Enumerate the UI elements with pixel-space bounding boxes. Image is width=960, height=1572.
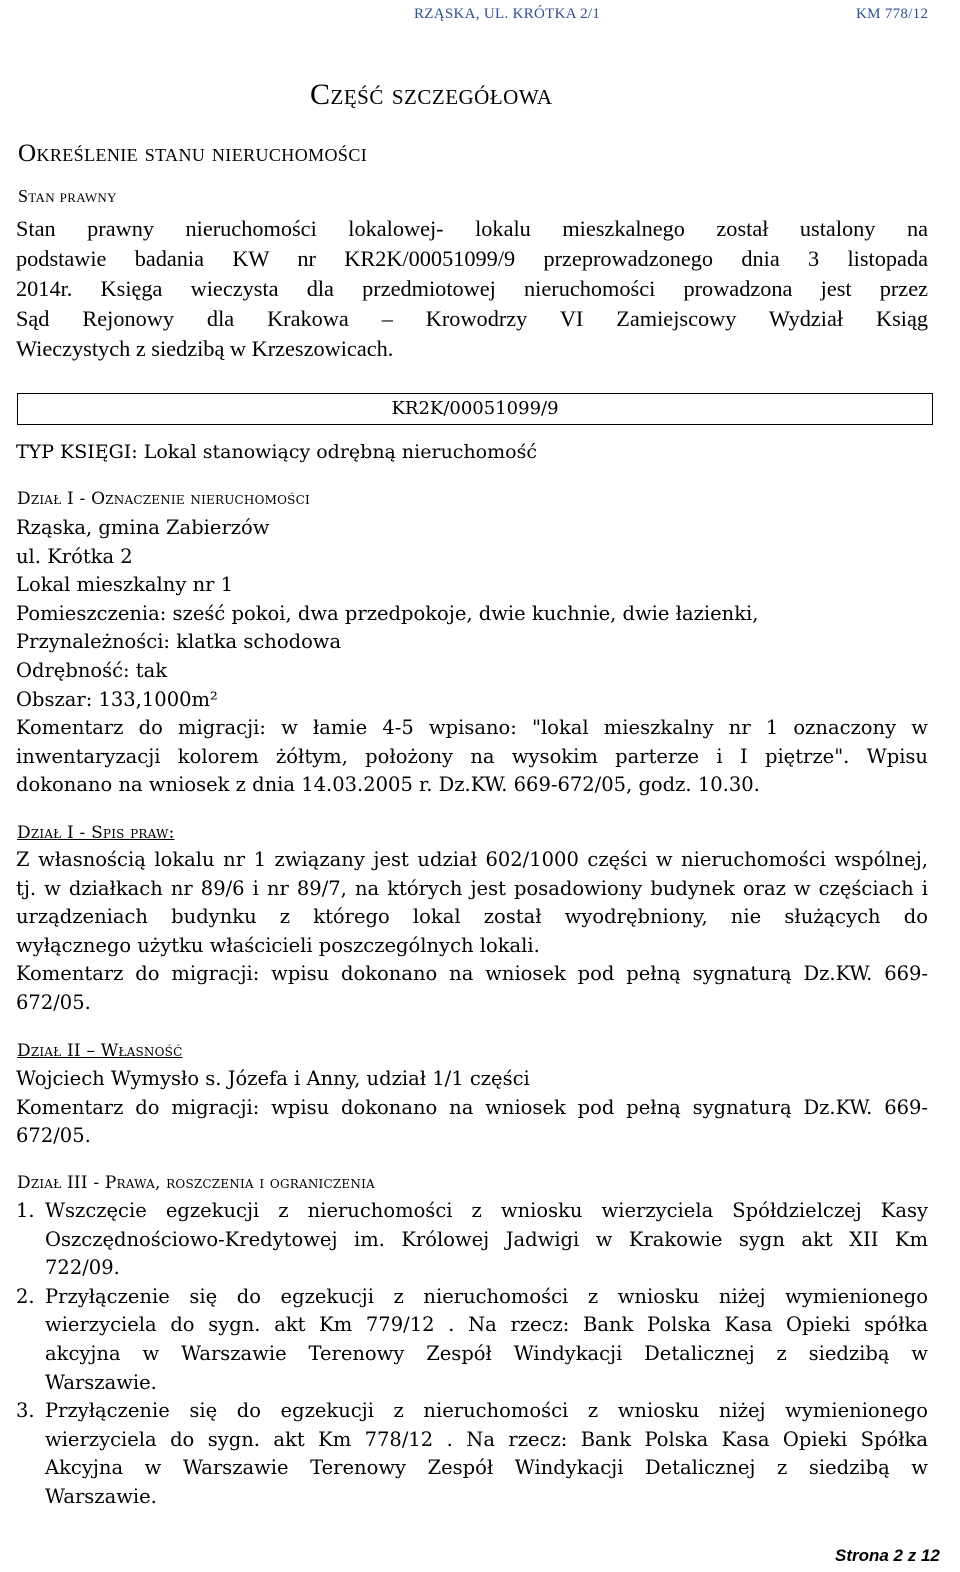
text-line: urządzeniach budynku z którego lokal został wyodrębniony, nie służących do (16, 905, 928, 929)
text-line: Oszczędnościowo-Kredytowej im. Królowej Jadwigi w Krakowie sygn akt XII Km (45, 1227, 928, 1251)
text-line: Akcyjna w Warszawie Terenowy Zespół Windykacji Detalicznej z siedzibą w (45, 1456, 928, 1480)
header-case-number: KM 778/12 (856, 6, 929, 22)
text-line: Przyłączenie się do egzekucji z nieruchomości z wniosku niżej wymienionego (45, 1399, 928, 1423)
section-title: Określenie stanu nieruchomości (18, 140, 368, 167)
dzial-3-list (16, 1197, 928, 1512)
text-line: Przynależności: klatka schodowa (16, 630, 342, 654)
text-line: Przyłączenie się do egzekucji z nieruchomości z wniosku niżej wymienionego (45, 1284, 928, 1308)
text-line: Wojciech Wymysło s. Józefa i Anny, udział 1/1 części (16, 1067, 530, 1090)
text-line: inwentaryzacji kolorem żółtym, położony na wysokim parterze i I piętrze". Wpisu (16, 744, 928, 768)
text-line: Warszawie. (45, 1484, 157, 1508)
text-line: 672/05. (16, 990, 91, 1014)
text-line: wierzyciela do sygn. akt Km 779/12 . Na rzecz: Bank Polska Kasa Opieki spółka (45, 1313, 928, 1337)
page-number: Strona 2 z 12 (835, 1546, 940, 1565)
list-item-number: 1. (16, 1199, 35, 1222)
text-line: akcyjna w Warszawie Terenowy Zespół Windykacji Detalicznej z siedzibą w (45, 1341, 928, 1365)
text-line: Komentarz do migracji: wpisu dokonano na wniosek pod pełną sygnaturą Dz.KW. 669- (16, 1095, 928, 1119)
dzial-2-body (16, 1065, 928, 1151)
text-line: dokonano na wniosek z dnia 14.03.2005 r. Dz.KW. 669-672/05, godz. 10.30. (16, 773, 760, 797)
list-item (16, 1283, 928, 1397)
running-header (0, 2, 960, 26)
page-title: Część szczegółowa (310, 78, 553, 111)
intro-line: Sąd Rejonowy dla Krakowa – Krowodrzy VI Zamiejscowy Wydział Ksiąg (16, 306, 928, 331)
subsection-title: Stan prawny (18, 186, 117, 206)
text-line: wyłącznego użytku właścicieli poszczególnych lokali. (16, 933, 540, 957)
dzial-1-oznaczenie-body (16, 514, 928, 800)
text-line: Pomieszczenia: sześć pokoi, dwa przedpokoje, dwie kuchnie, dwie łazienki, (16, 601, 759, 625)
dzial-1-spis-praw-heading: Dział I - Spis praw: (17, 823, 175, 843)
header-address: RZĄSKA, UL. KRÓTKA 2/1 (414, 6, 601, 22)
text-line: Komentarz do migracji: wpisu dokonano na wniosek pod pełną sygnaturą Dz.KW. 669- (16, 962, 928, 986)
list-item (16, 1197, 928, 1283)
text-line: ul. Krótka 2 (16, 544, 133, 568)
dzial-1-oznaczenie-heading: Dział I - Oznaczenie nieruchomości (17, 489, 310, 509)
text-line: Z własnością lokalu nr 1 związany jest udział 602/1000 części w nieruchomości wspólnej, (16, 848, 928, 871)
text-line: tj. w działkach nr 89/6 i nr 89/7, na których jest posadowiony budynek oraz w częściach i (16, 876, 928, 900)
list-item (16, 1397, 928, 1511)
text-line: Lokal mieszkalny nr 1 (16, 573, 234, 597)
dzial-3-heading: Dział III - Prawa, roszczenia i ograniczenia (17, 1173, 375, 1193)
text-line: Rząska, gmina Zabierzów (16, 516, 270, 539)
list-item-number: 3. (16, 1399, 35, 1423)
intro-line: 2014r. Księga wieczysta dla przedmiotowej nieruchomości prowadzona jest przez (16, 276, 928, 301)
dzial-2-heading: Dział II – Własność (17, 1041, 183, 1061)
text-line: Komentarz do migracji: w łamie 4-5 wpisano: "lokal mieszkalny nr 1 oznaczony w (16, 716, 928, 740)
intro-line: podstawie badania KW nr KR2K/00051099/9 przeprowadzonego dnia 3 listopada (16, 246, 928, 271)
intro-paragraph (16, 214, 928, 364)
kw-number-box: KR2K/00051099/9 (17, 393, 933, 425)
book-type: TYP KSIĘGI: Lokal stanowiący odrębną nieruchomość (16, 441, 537, 463)
text-line: 722/09. (45, 1256, 120, 1280)
intro-line: Stan prawny nieruchomości lokalowej- lokalu mieszkalnego został ustalony na (16, 216, 928, 241)
text-line: Warszawie. (45, 1370, 157, 1394)
intro-line: Wieczystych z siedzibą w Krzeszowicach. (16, 336, 394, 361)
text-line: Wszczęcie egzekucji z nieruchomości z wniosku wierzyciela Spółdzielczej Kasy (45, 1199, 928, 1222)
text-line: Obszar: 133,1000m² (16, 687, 218, 711)
dzial-1-spis-praw-body (16, 846, 928, 1018)
text-line: Odrębność: tak (16, 658, 168, 682)
text-line: 672/05. (16, 1124, 91, 1148)
text-line: wierzyciela do sygn. akt Km 778/12 . Na rzecz: Bank Polska Kasa Opieki Spółka (45, 1427, 928, 1451)
list-item-number: 2. (16, 1284, 35, 1308)
